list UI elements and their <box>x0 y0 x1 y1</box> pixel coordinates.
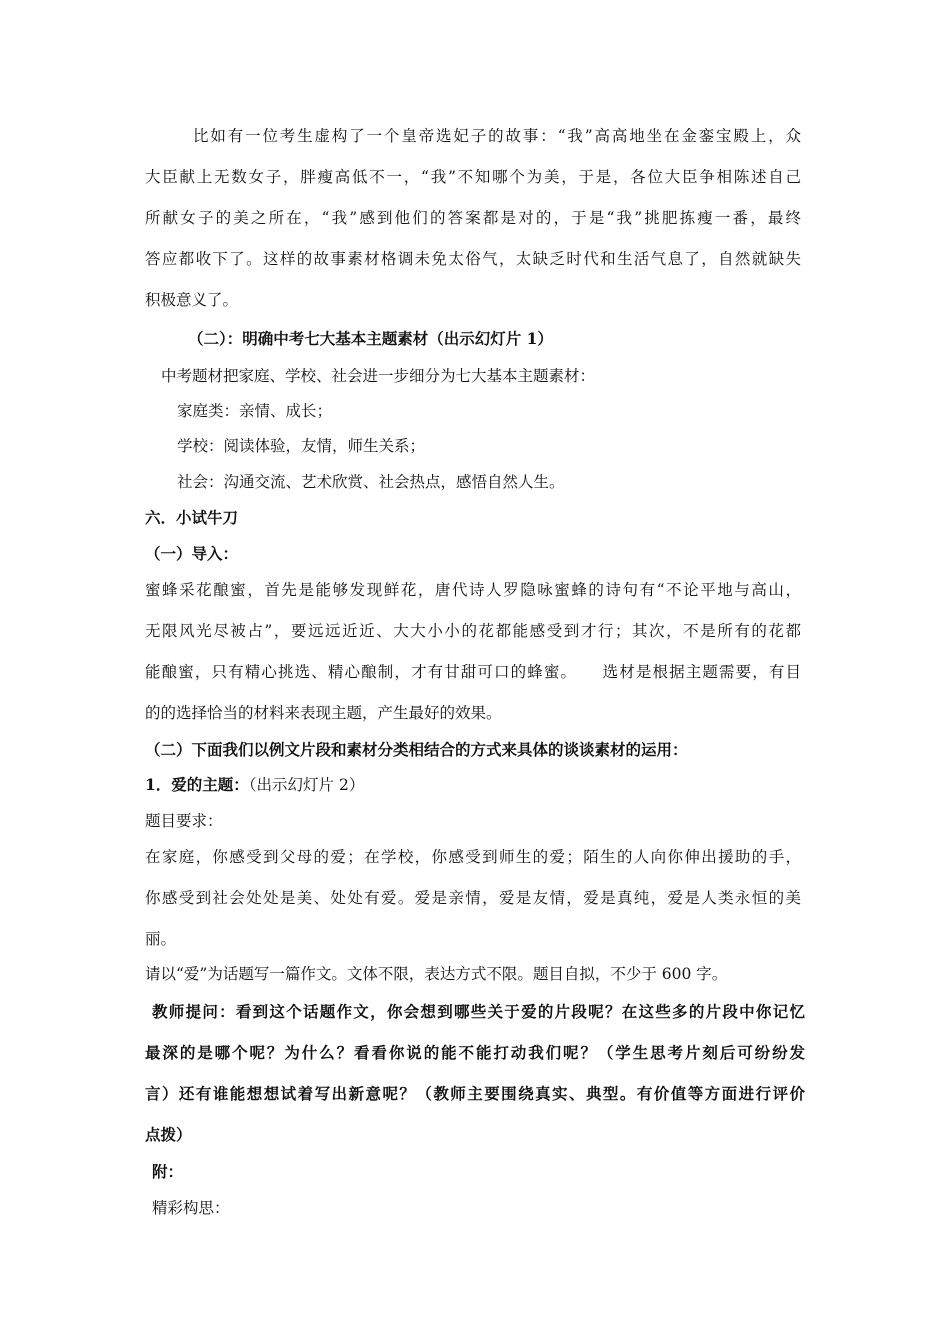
paragraph-line: 答应都收下了。这样的故事素材格调未免太俗气，太缺乏时代和生活气息了，自然就缺失 <box>145 250 801 268</box>
appendix-label: 附： <box>152 1162 184 1181</box>
teacher-question-line: 点拨） <box>145 1125 192 1144</box>
list-item: 社会：沟通交流、艺术欣赏、社会热点，感悟自然人生。 <box>177 473 565 491</box>
paragraph-line: 大臣献上无数女子，胖瘦高低不一，“我”不知哪个为美，于是，各位大臣争相陈述自己 <box>145 168 801 186</box>
paragraph-line: 在家庭，你感受到父母的爱；在学校，你感受到师生的爱；陌生的人向你伸出援助的手， <box>145 848 801 866</box>
paragraph-line: 比如有一位考生虚构了一个皇帝选妃子的故事：“我”高高地坐在金銮宝殿上，众 <box>193 127 801 145</box>
paragraph-line: 所献女子的美之所在，“我”感到他们的答案都是对的，于是“我”挑肥拣瘦一番，最终 <box>145 209 801 227</box>
teacher-question-line: 教师提问：看到这个话题作文，你会想到哪些关于爱的片段呢？在这些多的片段中你记忆 <box>152 1002 805 1021</box>
paragraph-line: 蜜蜂采花酿蜜，首先是能够发现鲜花，唐代诗人罗隐咏蜜蜂的诗句有“不论平地与高山， <box>145 581 801 599</box>
item-title: 1．爱的主题： <box>145 775 249 794</box>
intro-line: 中考题材把家庭、学校、社会进一步细分为七大基本主题素材： <box>161 367 596 385</box>
subsection-heading: （二）下面我们以例文片段和素材分类相结合的方式来具体的谈谈素材的运用： <box>145 740 688 759</box>
teacher-question-line: 最深的是哪个呢？为什么？看看你说的能不能打动我们呢？（学生思考片刻后可纷纷发 <box>145 1043 805 1062</box>
item-note: （出示幻灯片 2） <box>248 776 365 794</box>
paragraph-line: 无限风光尽被占”，要远远近近、大大小小的花都能感受到才行；其次，不是所有的花都 <box>145 622 801 640</box>
paragraph-line: 丽。 <box>145 930 177 948</box>
task-line: 请以“爱”为话题写一篇作文。文体不限，表达方式不限。题目自拟，不少于 600 字。 <box>145 965 728 983</box>
list-item: 家庭类：亲情、成长； <box>177 402 333 420</box>
list-item: 学校：阅读体验，友情，师生关系； <box>177 437 426 455</box>
paragraph-line: 积极意义了。 <box>145 291 239 309</box>
paragraph-line: 你感受到社会处处是美、处处有爱。爱是亲情，爱是友情，爱是真纯，爱是人类永恒的美 <box>145 889 801 907</box>
subsection-heading: （一）导入： <box>145 544 239 563</box>
item-heading <box>145 775 364 795</box>
paragraph-line: 的的选择恰当的材料来表现主题，产生最好的效果。 <box>145 704 502 722</box>
section-heading: 六．小试牛刀 <box>145 508 239 527</box>
paragraph-line: 能酿蜜，只有精心挑选、精心酿制，才有甘甜可口的蜂蜜。 选材是根据主题需要，有目 <box>145 663 801 681</box>
section-heading: （二）：明确中考七大基本主题素材（出示幻灯片 1） <box>188 329 553 348</box>
teacher-question-line: 言）还有谁能想想试着写出新意呢？（教师主要围绕真实、典型。有价值等方面进行评价 <box>145 1084 805 1103</box>
requirement-label: 题目要求： <box>145 812 223 830</box>
idea-label: 精彩构思： <box>152 1199 230 1217</box>
